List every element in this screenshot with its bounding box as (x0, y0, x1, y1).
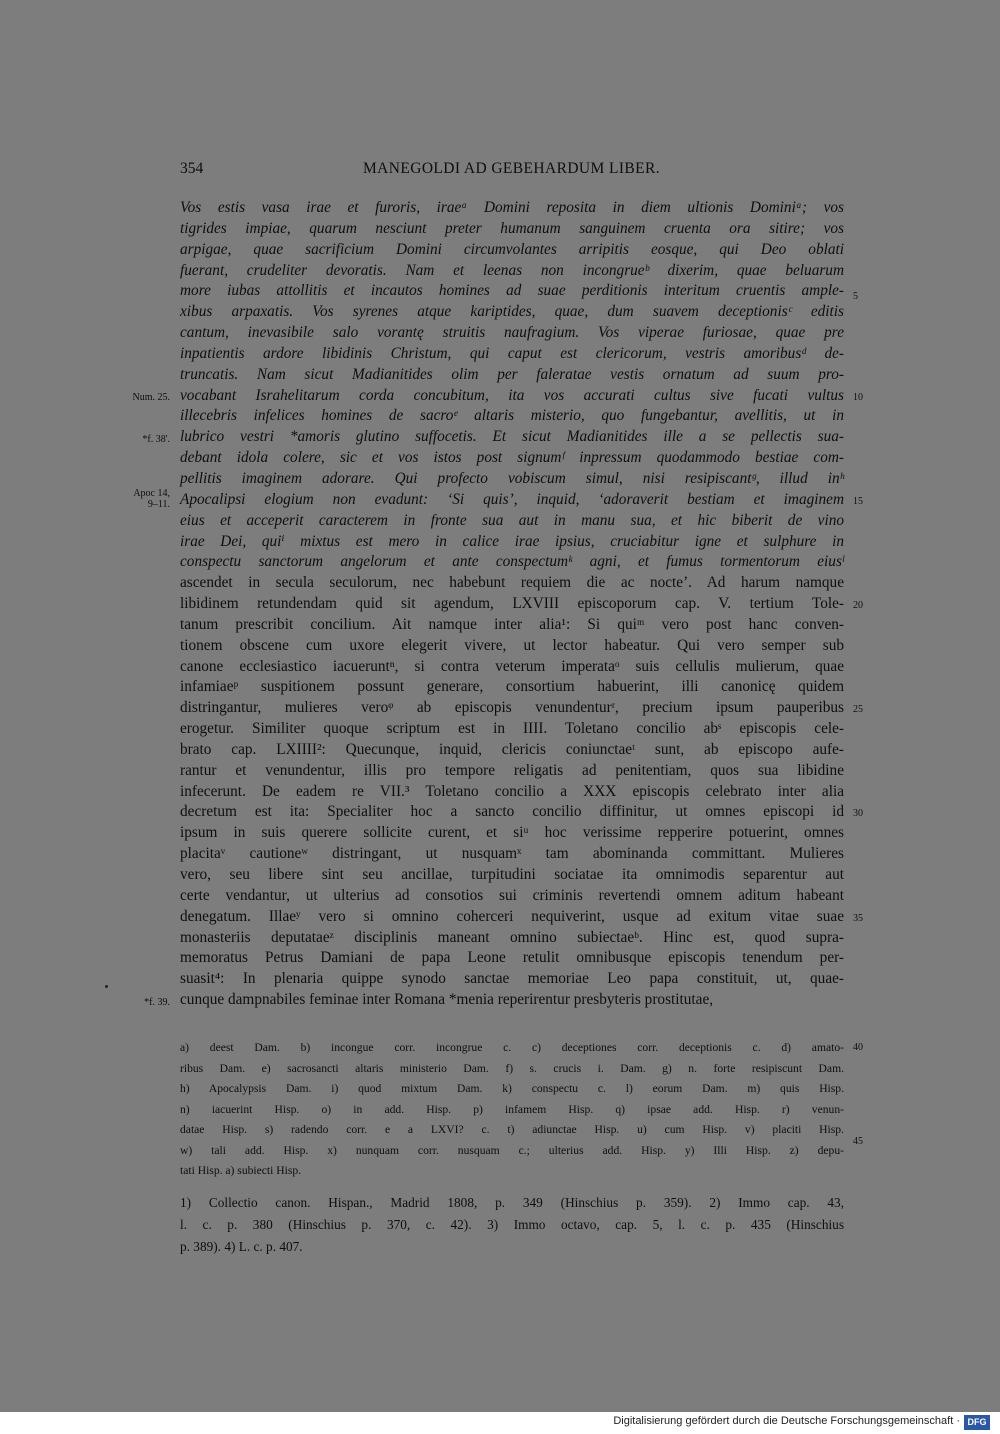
page-header (180, 160, 844, 184)
text-line: cantum, inevasibile salo vorantę struitis naufragium. Vos viperae furiosae, quae pre (180, 324, 844, 342)
text-line: suasit⁴: In plenaria quippe synodo sanctae memoriae Leo papa constituit, ut, quae- (180, 970, 844, 988)
text-line: erogetur. Similiter quoque scriptum est in IIII. Toletano concilio abˢ episcopis cele- (180, 720, 844, 738)
text-line: ipsum in suis querere sollicite curent, et siᵘ hoc verissime repperire potuerint, omnes (180, 824, 844, 842)
text-line: a) deest Dam. b) incongue corr. incongrue c. c) deceptiones corr. deceptionis c. d) amato- (180, 1041, 844, 1054)
margin-note-apoc-a: Apoc 14, (133, 488, 170, 499)
text-line: cunque dampnabiles feminae inter Romana *menia reperirentur presbyteris prostitutae, (180, 991, 714, 1009)
text-line: more iubas attollitis et incautos homines ad suae perditionis interitum cruentis ample- (180, 282, 844, 300)
text-line: certe vendantur, ut ulterius ad consotios sui criminis revertendi omnem aditum habeant (180, 886, 844, 904)
line-number: 25 (853, 704, 863, 715)
text-line: ribus Dam. e) sacrosancti altaris ministerio Dam. f) s. crucis i. Dam. g) n. forte resipiscunt Dam. (180, 1061, 844, 1075)
text-line: monasteriis deputataeᶻ disciplinis maneant omnino subiectaeᵇ. Hinc est, quod supra- (180, 928, 844, 946)
line-number: 30 (853, 808, 863, 819)
line-number: 40 (853, 1042, 863, 1053)
text-line: irae Dei, quiⁱ mixtus est mero in calice irae ipsius, cruciabitur igne et sulphure in (180, 532, 844, 550)
text-line: h) Apocalypsis Dam. i) quod mixtum Dam. k) conspectu c. l) eorum Dam. m) quis Hisp. (180, 1082, 844, 1095)
text-line: brato cap. LXIIII²: Quecunque, inquid, clericis coniunctaeᵗ sunt, ab episcopo aufe- (180, 740, 844, 758)
text-line: inpatientis ardore libidinis Christum, qui caput est clericorum, vestris amoribusᵈ de- (180, 344, 844, 362)
text-line: eius et acceperit caracterem in fronte sua aut in manu sua, et hic biberit de vino (180, 511, 844, 529)
text-line: p. 389). 4) L. c. p. 407. (180, 1239, 303, 1254)
text-line: lubrico vestri *amoris glutino suffocetis. Et sicut Madianitides ille a se pellectis sua- (180, 428, 844, 446)
source-footnotes (180, 1192, 844, 1258)
footer-bar (0, 1412, 1000, 1434)
text-line: canone ecclesiastico iacueruntⁿ, si contra veterum imperataᵒ suis cellulis mulierum, quae (180, 657, 844, 675)
text-line: ascendet in secula seculorum, nec habebunt requiem die ac nocte’. Ad harum namque (180, 574, 844, 592)
critical-apparatus (180, 1038, 844, 1182)
text-line: vero, seu libere sint seu ancillae, turpitudini sociatae ita omnimodis separentur aut (180, 866, 844, 883)
ink-dot (105, 985, 108, 988)
text-line: tati Hisp. a) subiecti Hisp. (180, 1164, 302, 1177)
text-line: Vos estis vasa irae et furoris, iraeᵃ Domini reposita in diem ultionis Dominiᵃ; vos (180, 199, 844, 216)
text-line: truncatis. Nam sicut Madianitides olim per faleratae vestis ornatum ad suum pro- (180, 365, 844, 383)
text-line: illecebris infelices homines de sacroᵉ altaris misterio, quo fungebantur, avellitis, ut in (180, 407, 844, 425)
text-line: xibus arpaxatis. Vos syrenes atque kariptides, quae, dum suavem deceptionisᶜ editis (180, 303, 844, 321)
text-line: tigrides impiae, quarum nesciunt preter humanum sanguinem cruenta ora sitire; vos (180, 219, 844, 237)
text-line: infamiaeᵖ suspitionem possunt generare, consortium habuerint, illi canonicę quidem (180, 678, 844, 696)
text-line: decretum est ita: Specialiter hoc a sancto concilio diffinitur, ut omnes episcopi id (180, 803, 844, 821)
text-line: libidinem retundendam quid sit agendum, LXVIII episcoporum cap. V. tertium Tole- (180, 595, 844, 613)
text-line: placitaᵛ cautioneʷ distringant, ut nusquamˣ tam abominanda committant. Mulieres (180, 845, 844, 863)
text-line: debant idola colere, sic et vos istos post signumᶠ inpressum quodammodo bestiae com- (180, 449, 844, 467)
text-line: conspectu sanctorum angelorum et ante conspectumᵏ agni, et fumus tormentorum eiusˡ (180, 553, 844, 571)
dfg-logo: DFG (964, 1415, 990, 1430)
text-line: vocabant Israhelitarum corda concubitum, ita vos accurati cultus sive fucati vultus (180, 386, 844, 404)
line-number: 45 (853, 1136, 863, 1147)
margin-note-apoc-b: 9–11. (147, 499, 170, 510)
page-number: 354 (180, 160, 204, 177)
text-line: tionem obscene cum uxore elegerit vivere, ut lector habeatur. Qui vero semper sub (180, 636, 844, 654)
text-line: fuerant, crudeliter devoratis. Nam et leenas non incongrueᵇ dixerim, quae beluarum (180, 261, 844, 279)
text-line: pellitis imaginem adorare. Qui profecto vobiscum simul, nisi resipiscantᵍ, illud inʰ (180, 469, 844, 487)
text-line: memoratus Petrus Damiani de papa Leone retulit omnibusque episcopis tenendum per- (180, 949, 844, 967)
text-line: distringantur, mulieres veroᵠ ab episcopis venundenturʳ, precium ipsum pauperibus (180, 699, 844, 717)
text-line: Apocalipsi elogium non evadunt: ‘Si quis’, inquid, ‘adoraverit bestiam et imaginem (180, 490, 844, 508)
main-text (180, 198, 844, 1011)
line-number: 10 (853, 392, 863, 403)
text-line: rantur et venundentur, illis pro tempore religatis ad penitentiam, quos sua libidine (180, 761, 844, 779)
line-number: 5 (853, 291, 858, 302)
text-line: infecerunt. De eadem re VII.³ Toletano concilio a XXX episcopis celebrato inter alia (180, 782, 844, 800)
text-line: denegatum. Illaeʸ vero si omnino coherceri nequiverint, usque ad exitum vitae suae (180, 907, 844, 925)
margin-note-folio-39: *f. 39. (144, 997, 170, 1008)
text-line: datae Hisp. s) radendo corr. e a LXVI? c. t) adiunctae Hisp. u) cum Hisp. v) placiti Hisp. (180, 1123, 844, 1136)
margin-note-num: Num. 25. (132, 392, 170, 403)
line-number: 20 (853, 600, 863, 611)
text-line: w) tali add. Hisp. x) nunquam corr. nusquam c.; ulterius add. Hisp. y) Illi Hisp. z) depu- (180, 1143, 844, 1157)
text-line: tanum prescribit concilium. Ait namque inter alia¹: Si quiᵐ vero post hanc conven- (180, 615, 844, 633)
funding-notice: Digitalisierung gefördert durch die Deutsche Forschungsgemeinschaft · (613, 1415, 960, 1427)
text-line: n) iacuerint Hisp. o) in add. Hisp. p) infamem Hisp. q) ipsae add. Hisp. r) venun- (180, 1102, 844, 1116)
text-line: l. c. p. 380 (Hinschius p. 370, c. 42). 3) Immo octavo, cap. 5, l. c. p. 435 (Hinschius (180, 1217, 844, 1232)
text-line: 1) Collectio canon. Hispan., Madrid 1808, p. 349 (Hinschius p. 359). 2) Immo cap. 43, (180, 1195, 844, 1210)
line-number: 35 (853, 913, 863, 924)
line-number: 15 (853, 496, 863, 507)
text-line: arpigae, quae sacrificium Domini circumvolantes arripitis eosque, qui Deo oblati (180, 240, 844, 258)
running-head: MANEGOLDI AD GEBEHARDUM LIBER. (363, 160, 661, 177)
margin-note-folio-38: *f. 38'. (142, 434, 170, 445)
